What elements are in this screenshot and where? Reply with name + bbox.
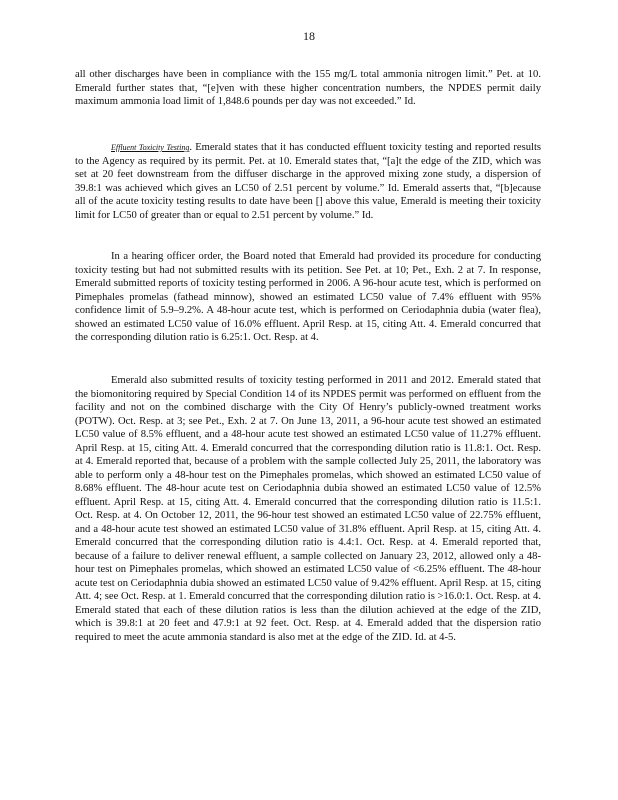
paragraph-text: all other discharges have been in compliance with the 155 mg/L total ammonia nitrogen limit.” Pet. at 10. Emerald further states that, “[e]ven with these higher concentration numbers, the NPDES permit daily maximum ammonia load limit of 1,848.6 pounds per day was not exceeded.” Id. <box>75 69 541 107</box>
paragraph-text: In a hearing officer order, the Board noted that Emerald had provided its procedure for conducting toxicity testing but had not submitted results with its petition. See Pet. at 10; Pet., Exh. 2 at 7. In response, Emerald submitted reports of toxicity testing performed in 2006. A 96-hour acute test, which is performed on Pimephales promelas (fathead minnow), showed an estimated LC50 value of 7.4% effluent with 95% confidence limit of 5.9–9.2%. A 48-hour acute test, which is performed on Ceriodaphnia dubia (water flea), showed an estimated LC50 value of 16.0% effluent. April Resp. at 15, citing Att. 4. Emerald concurred that the corresponding dilution ratio is 6.25:1. Oct. Resp. at 4. <box>75 251 541 343</box>
paragraph-body <box>75 141 541 222</box>
paragraph-effluent-toxicity <box>75 141 541 222</box>
paragraph-text: Emerald also submitted results of toxicity testing performed in 2011 and 2012. Emerald stated that the biomonitoring required by Special Condition 14 of its NPDES permit was performed on effluent from the facility and not on the combined discharge with the City Of Henry’s publicly-owned treatment works (POTW). Oct. Resp. at 3; see Pet., Exh. 2 at 7. On June 13, 2011, a 96-hour acute test showed an estimated LC50 value of 8.5% effluent, and a 48-hour acute test showed an estimated LC50 value of 11.27% effluent. April Resp. at 15, citing Att. 4. Emerald concurred that the corresponding dilution ratio is 11.8:1. Oct. Resp. at 4. Emerald reported that, because of a problem with the sample collected July 25, 2011, the laboratory was able to perform only a 48-hour test on the Pimephales promelas, which showed an estimated LC50 value of 8.68% effluent. The 48-hour acute test on Ceriodaphnia dubia showed an estimated LC50 value of 12.5% effluent. April Resp. at 15, citing Att. 4. Emerald concurred that the corresponding dilution ratio is 11.5:1. Oct. Resp. at 4. On October 12, 2011, the 96-hour test showed an estimated LC50 value of 22.75% effluent, and a 48-hour acute test showed an estimated LC50 value of 31.8% effluent. April Resp. at 15, citing Att. 4. Emerald concurred that the corresponding dilution ratio is 4.4:1. Oct. Resp. at 4. Emerald reported that, because of a failure to deliver renewal effluent, a sample collected on January 23, 2012, allowed only a 48-hour test on Pimephales promelas, which showed an estimated LC50 value of <6.25% effluent. The 48-hour acute test on Ceriodaphnia dubia showed an estimated LC50 value of 9.42% effluent. April Resp. at 15, citing Att. 4; see Oct. Resp. at 1. Emerald concurred that the corresponding dilution ratio is >16.0:1. Oct. Resp. at 4. Emerald stated that each of these dilution ratios is less than the dilution achieved at the edge of the ZID, which is 39.8:1 at 20 feet and 47.9:1 at 92 feet. Oct. Resp. at 4. Emerald added that the dispersion ratio required to meet the acute ammonia standard is also met at the edge of the ZID. Id. at 4-5. <box>75 375 541 643</box>
paragraph-hearing-order <box>75 250 541 345</box>
paragraph-2011-2012-testing <box>75 374 541 644</box>
paragraph-continuation <box>75 68 541 109</box>
section-heading: Effluent Toxicity Testing <box>111 143 190 152</box>
paragraph-text: . Emerald states that it has conducted effluent toxicity testing and reported results to the Agency as required by its permit. Pet. at 10. Emerald states that, “[a]t the edge of the ZID, which was set at 20 feet downstream from the diffuser discharge in the approved mixing zone study, a dispersion of 39.8:1 was achieved which gives an LC50 of 2.51 percent by volume.” Id. Emerald asserts that, “[b]ecause all of the acute toxicity testing results to date have been [] above this value, Emerald is meeting their toxicity limit for LC50 of greater than or equal to 2.51 percent by volume.” Id. <box>75 142 542 221</box>
page-number: 18 <box>303 29 315 43</box>
